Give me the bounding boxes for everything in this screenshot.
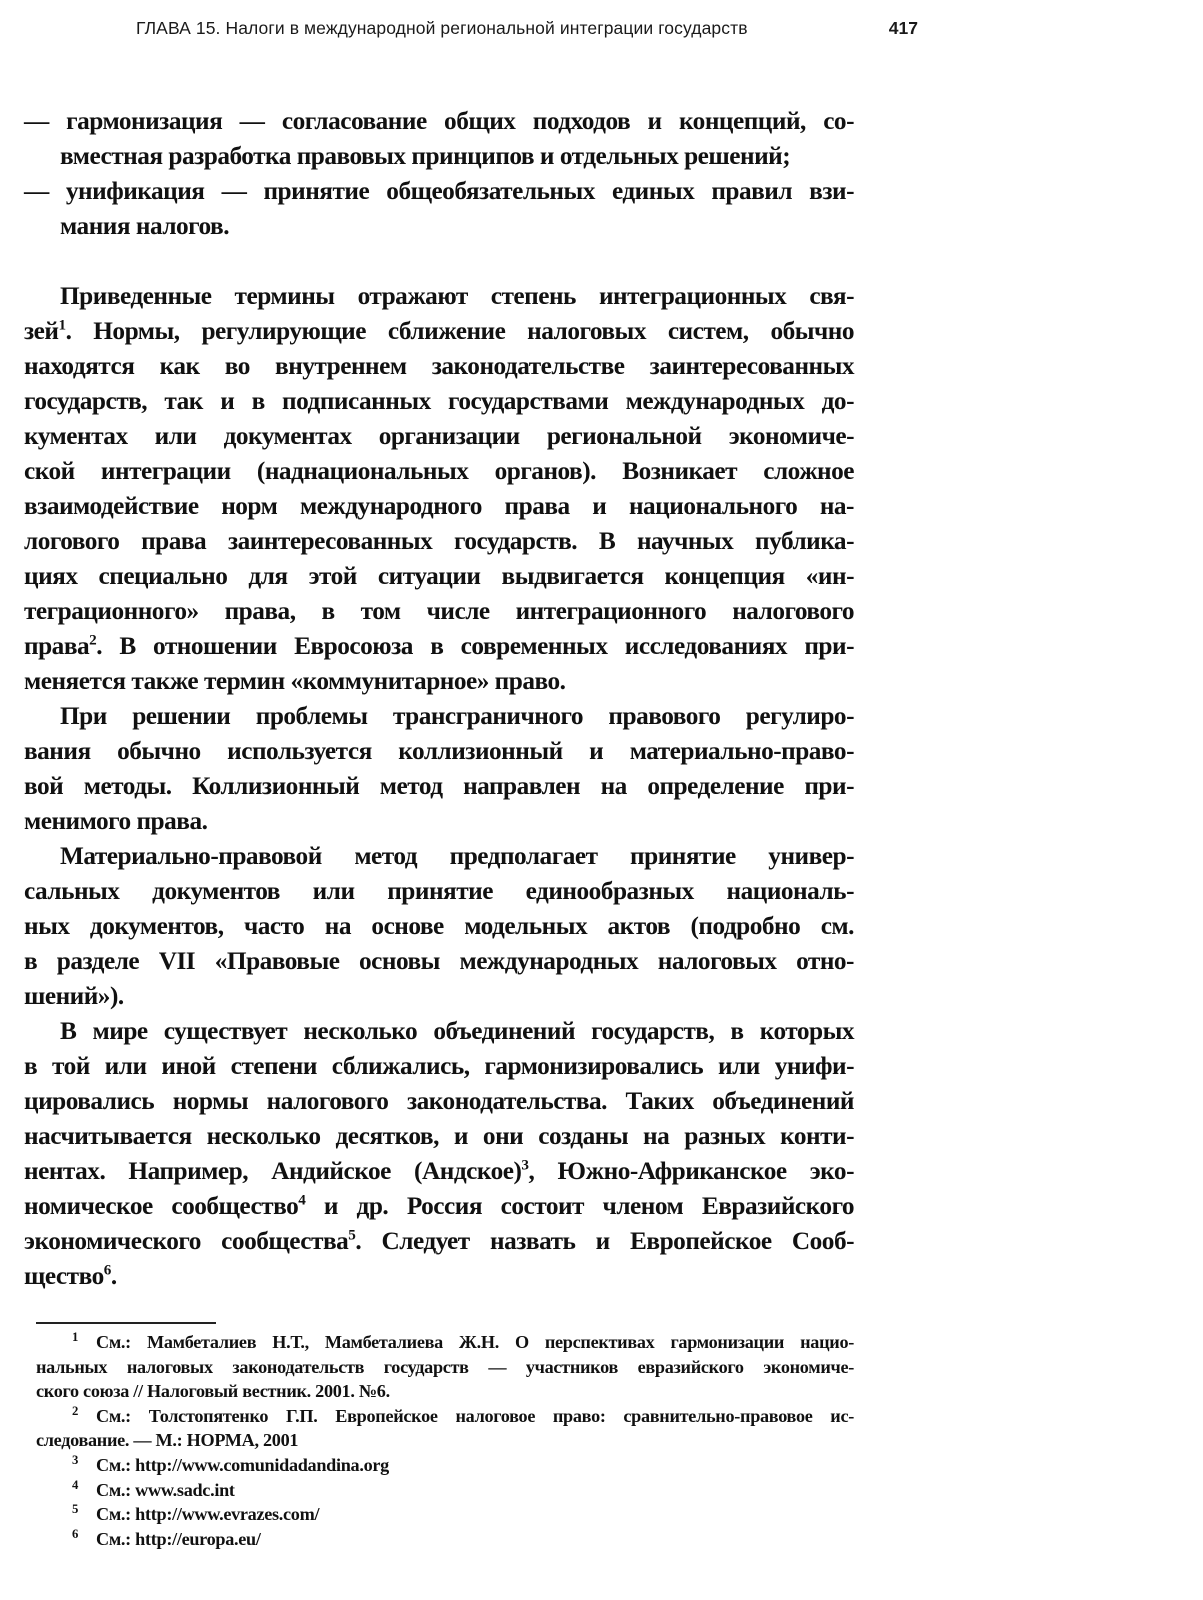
text-line: вой методы. Коллизионный метод направлен на определение при- [24,772,854,800]
text-line: ской интеграции (наднациональных органов). Возникает сложное [24,457,854,485]
text-line: нентах. Например, Андийское (Андское)$^3$, Южно-Африканское эко- [24,1156,854,1185]
footnote-6: 6 См.: http://europa.eu/ [72,1526,261,1549]
chapter-title: ГЛАВА 15. Налоги в международной региональной интеграции государств [136,18,748,38]
footnote-2: 2 См.: Толстопятенко Г.П. Европейское налоговое право: сравнительно-правовое ис- следование. — М.: НОРМА, 2001 [36,1404,854,1453]
paragraph-methods [24,699,854,839]
paragraph-material-method [24,839,854,1014]
footnote-link: См.: http://www.comunidadandina.org [96,1454,389,1475]
text-line: зей$^1$. Нормы, регулирующие сближение налоговых систем, обычно [24,316,855,345]
text-line: в той или иной степени сближались, гармонизировались или унифи- [24,1052,854,1080]
page-number: 417 [888,18,918,38]
footnote-ref: 2 [89,631,97,649]
text-line: щество$^6$. [24,1261,117,1290]
text-line: теграционного» права, в том числе интеграционного налогового [24,597,854,625]
text-line: ных документов, часто на основе модельных актов (подробно см. [24,912,854,940]
text-line: — гармонизация — согласование общих подходов и концепций, со- [24,107,854,135]
paragraph-terms [24,279,854,699]
text-line: шений»). [24,982,124,1010]
footnote-text: См.: Толстопятенко Г.П. Европейское налоговое право: сравнительно-правовое ис- [96,1405,854,1426]
footnote-link: См.: www.sadc.int [96,1479,235,1500]
text-line: вания обычно используется коллизионный и материально-право- [24,737,854,765]
text-line: Материально-правовой метод предполагает принятие универ- [60,842,854,870]
footnote-4: 4 См.: www.sadc.int [72,1477,235,1500]
text-line: находятся как во внутреннем законодательстве заинтересованных [24,352,854,380]
footnote-link: См.: http://europa.eu/ [96,1528,261,1549]
footnote-divider [36,1322,216,1324]
text-line: насчитывается несколько десятков, и они созданы на разных конти- [24,1122,854,1150]
text-line: сальных документов или принятие единообразных националь- [24,877,854,905]
footnote-ref: 5 [348,1226,356,1244]
footnote-text: ского союза // Налоговый вестник. 2001. №6. [36,1381,390,1402]
text-line: номическое сообщество$^4$ и др. Россия состоит членом Евразийского [24,1191,855,1220]
paragraph-associations [24,1014,854,1294]
text-line: мания налогов. [60,212,230,240]
text-line: При решении проблемы трансграничного правового регулиро- [60,702,854,730]
text-line: меняется также термин «коммунитарное» право. [24,667,566,695]
footnote-ref: 3 [521,1156,529,1174]
footnote-1: 1 См.: Мамбеталиев Н.Т., Мамбеталиева Ж.Н. О перспективах гармонизации нацио- нальных налоговых законодательств государств — участников евразийского экономиче- ского союза // Налоговый вестник. 2001. №6. [36,1330,854,1404]
footnote-5: 5 См.: http://www.evrazes.com/ [72,1502,320,1525]
text-line: Приведенные термины отражают степень интеграционных свя- [60,282,854,310]
footnote-link: См.: http://www.evrazes.com/ [96,1504,320,1525]
body-text [24,104,854,1294]
text-line: логового права заинтересованных государств. В научных публика- [24,527,854,555]
text-line: взаимодействие норм международного права и национального на- [24,492,854,520]
text-line: кументах или документах организации региональной экономиче- [24,422,854,450]
list-item-harmonization [24,104,854,174]
footnotes [36,1330,854,1551]
text-line: цировались нормы налогового законодательства. Таких объединений [24,1087,854,1115]
text-line: вместная разработка правовых принципов и отдельных решений; [60,142,791,170]
text-line: права$^2$. В отношении Евросоюза в современных исследованиях при- [24,631,855,660]
list-item-unification [24,174,854,244]
footnote-text: См.: Мамбеталиев Н.Т., Мамбеталиева Ж.Н. О перспективах гармонизации нацио- [96,1332,854,1352]
footnote-text: нальных налоговых законодательств государств — участников евразийского экономиче- [36,1356,854,1377]
text-line: экономического сообщества$^5$. Следует назвать и Европейское Сооб- [24,1226,855,1255]
text-line: В мире существует несколько объединений государств, в которых [60,1017,854,1045]
text-line: циях специально для этой ситуации выдвигается концепция «ин- [24,562,854,590]
footnote-3: 3 См.: http://www.comunidadandina.org [72,1452,389,1475]
text-line: государств, так и в подписанных государствами международных до- [24,387,854,415]
paragraph-gap [24,244,854,279]
footnote-ref: 1 [58,316,66,334]
footnote-ref: 6 [103,1261,111,1279]
text-line: менимого права. [24,807,208,835]
footnote-ref: 4 [298,1191,306,1209]
footnote-text: следование. — М.: НОРМА, 2001 [36,1430,299,1451]
text-line: — унификация — принятие общеобязательных единых правил взи- [24,177,854,205]
text-line: в разделе VII «Правовые основы международных налоговых отно- [24,947,854,975]
